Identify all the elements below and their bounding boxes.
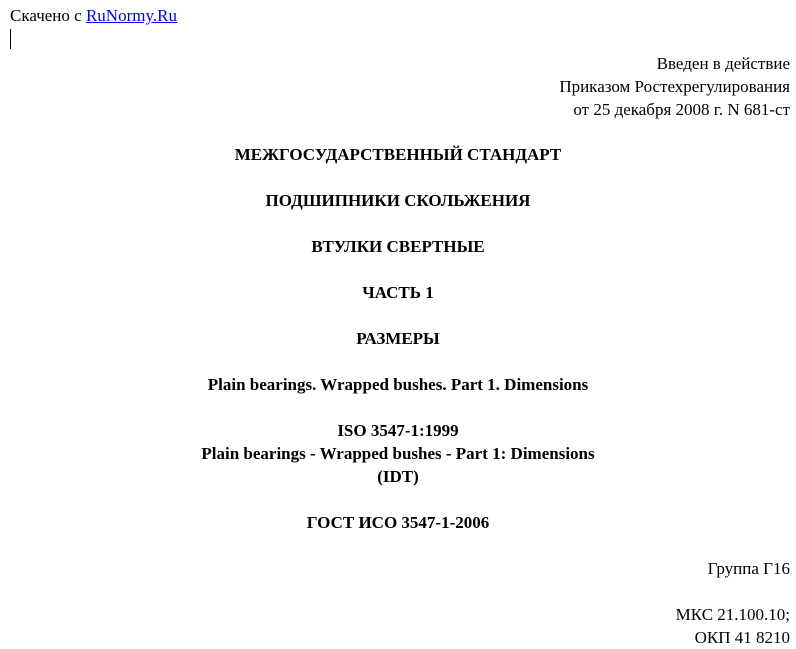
gost-number: ГОСТ ИСО 3547-1-2006 (306, 513, 490, 532)
okp-code: ОКП 41 8210 (694, 628, 790, 647)
group-label: Группа Г16 (707, 559, 790, 578)
text-cursor (10, 29, 11, 49)
standard-type: МЕЖГОСУДАРСТВЕННЫЙ СТАНДАРТ (234, 145, 562, 164)
intro-line-1: Введен в действие (656, 54, 790, 73)
mks-code: МКС 21.100.10; (675, 605, 790, 624)
title-line-1: ПОДШИПНИКИ СКОЛЬЖЕНИЯ (265, 191, 531, 210)
subtitle: РАЗМЕРЫ (356, 329, 440, 348)
title-line-2: ВТУЛКИ СВЕРТНЫЕ (311, 237, 485, 256)
english-title: Plain bearings. Wrapped bushes. Part 1. Dimensions (207, 375, 589, 394)
intro-line-2: Приказом Ростехрегулирования (559, 77, 790, 96)
intro-line-3: от 25 декабря 2008 г. N 681-ст (573, 100, 790, 119)
iso-title: Plain bearings - Wrapped bushes - Part 1: Dimensions (201, 444, 595, 463)
source-prefix: Скачено с (10, 6, 86, 25)
part-label: ЧАСТЬ 1 (362, 283, 434, 302)
source-line (10, 6, 177, 26)
idt-label: (IDT) (377, 467, 419, 486)
source-link[interactable]: RuNormy.Ru (85, 6, 177, 25)
iso-number: ISO 3547-1:1999 (337, 421, 459, 440)
introduction-block (559, 52, 790, 121)
